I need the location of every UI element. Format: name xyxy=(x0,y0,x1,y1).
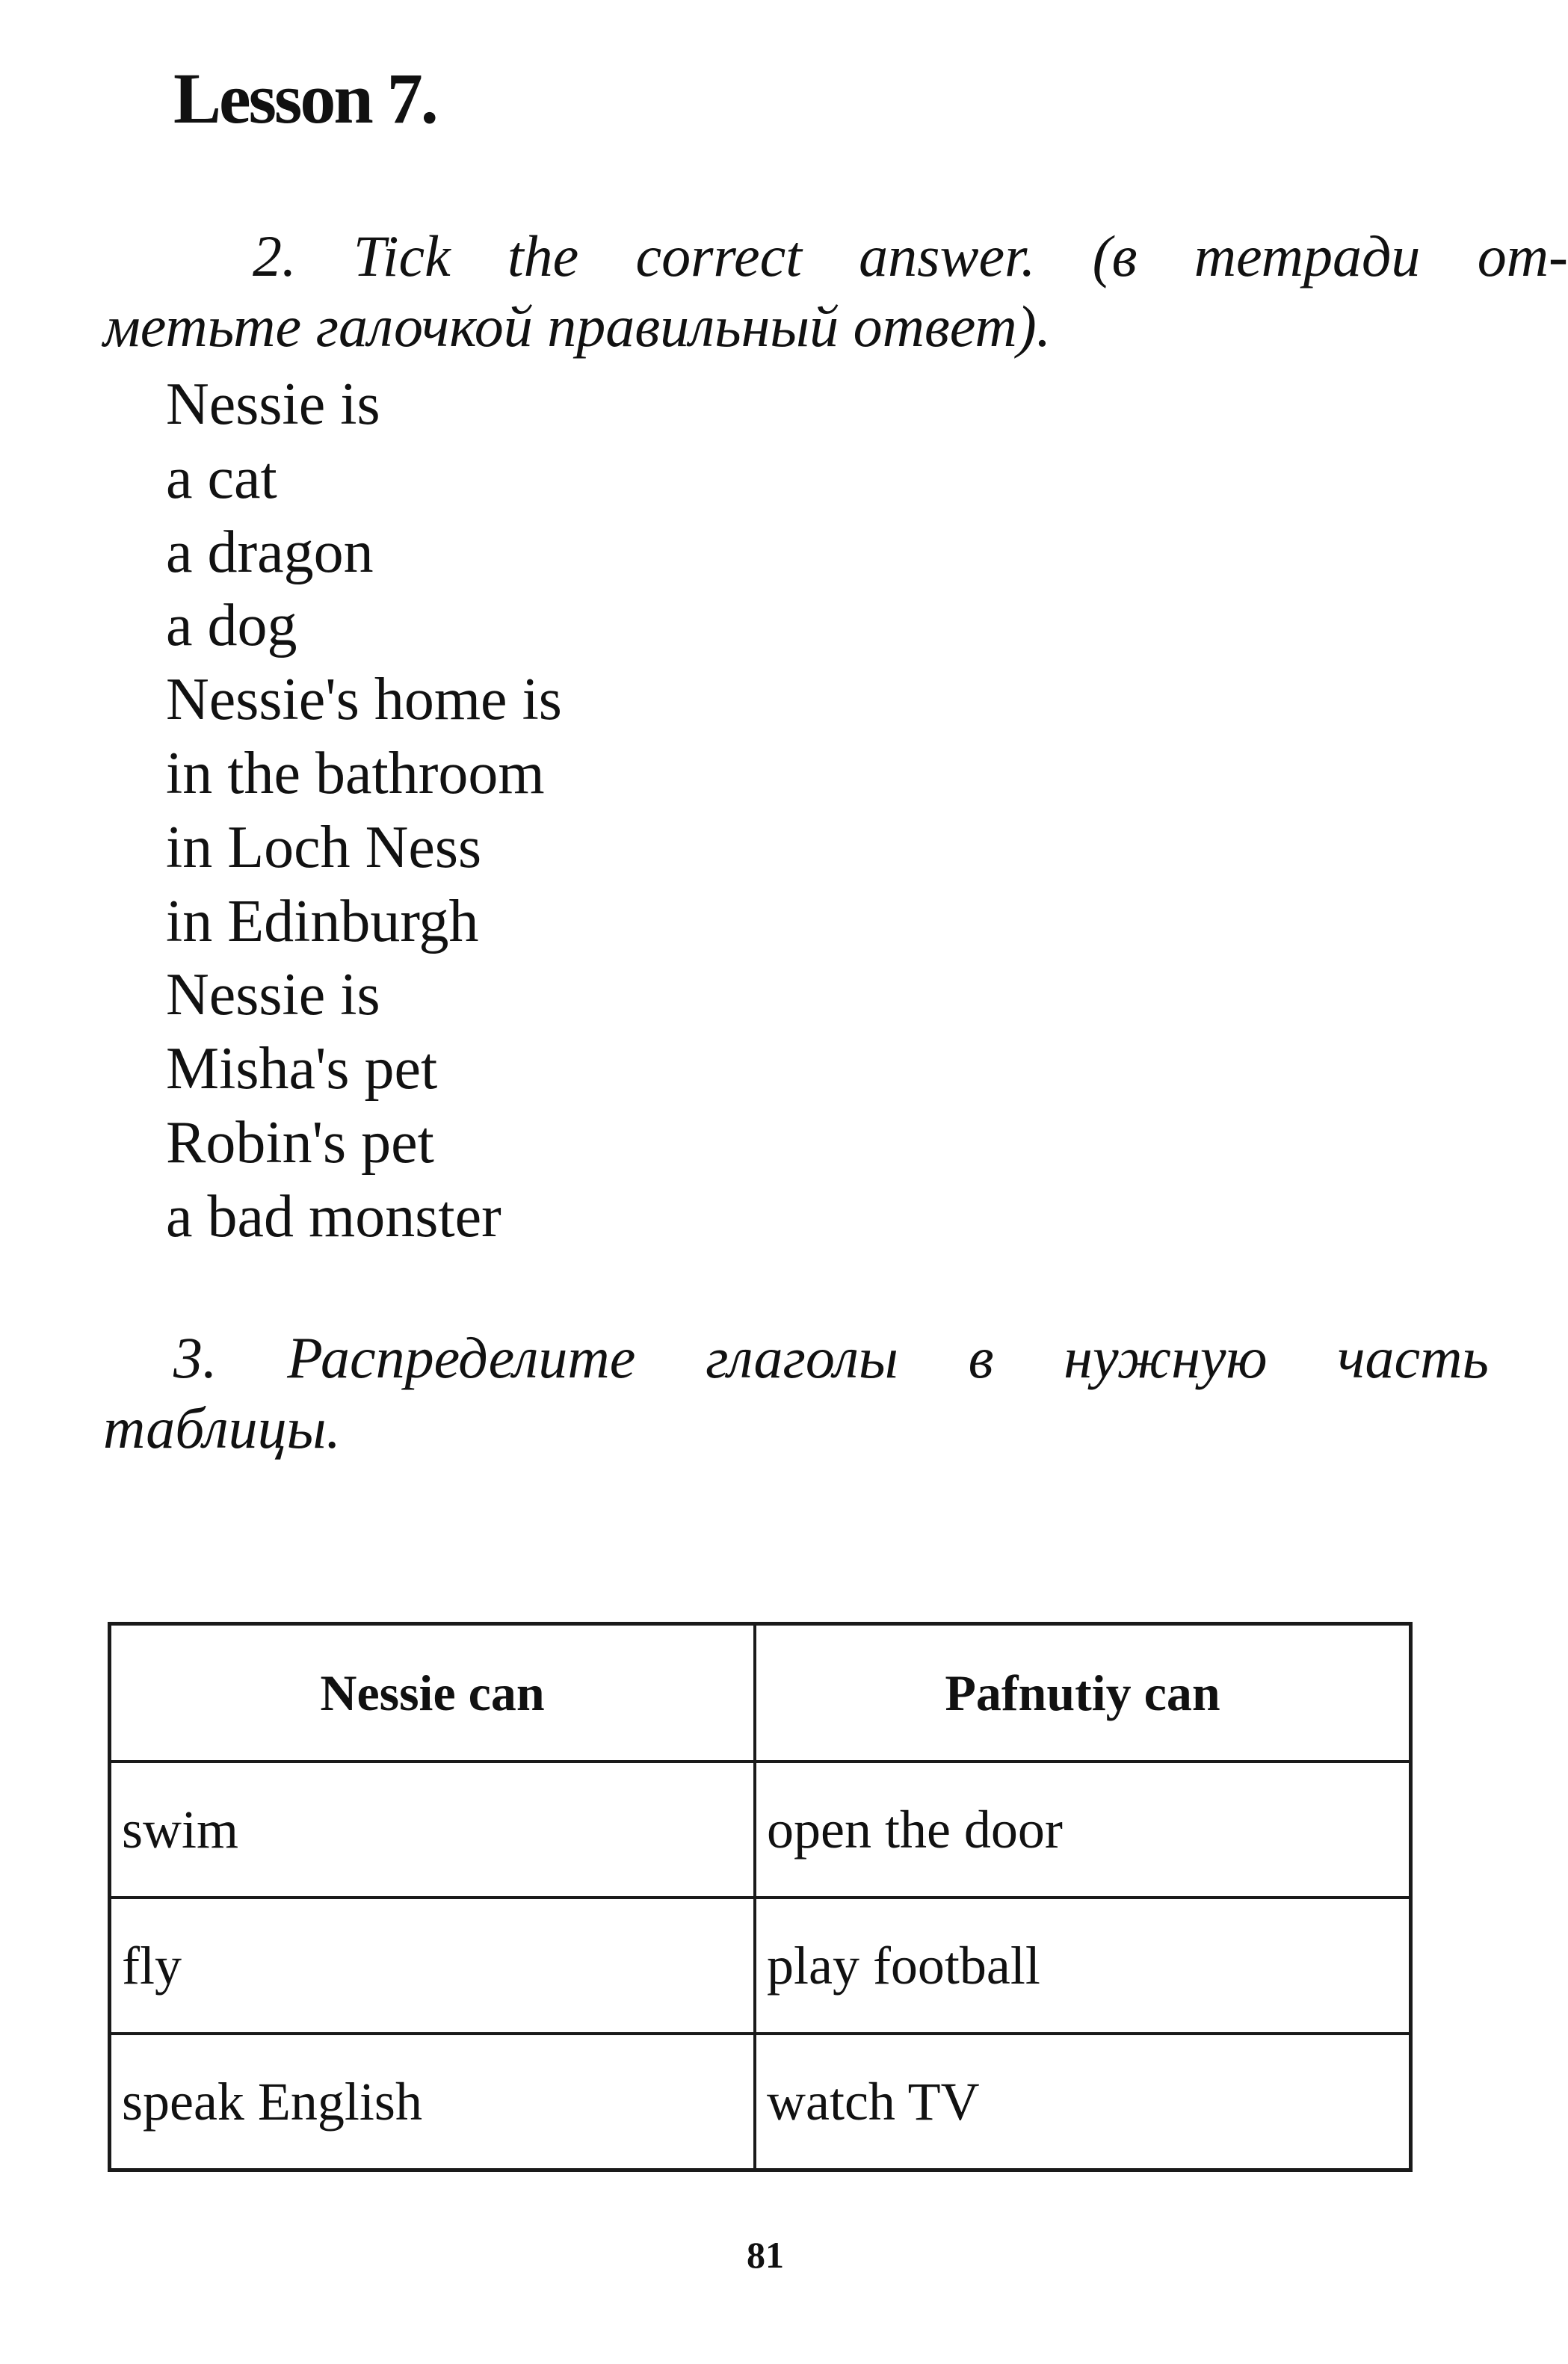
exercise-2-instruction-line-2: метьте галочкой правильный ответ). xyxy=(103,294,1052,359)
page-number: 81 xyxy=(747,2234,784,2276)
instruction-word: глаголы xyxy=(706,1325,898,1390)
table-cell: watch TV xyxy=(755,2034,1411,2170)
exercise-2-instruction-line-1 xyxy=(103,221,1568,291)
lesson-title: Lesson 7. xyxy=(173,58,436,138)
instruction-word: в xyxy=(968,1325,994,1390)
instruction-word: тетради xyxy=(1194,223,1421,288)
table-cell: play football xyxy=(755,1898,1411,2034)
exercise-3-instruction xyxy=(103,1323,1489,1463)
option-item: in the bathroom xyxy=(166,740,545,806)
instruction-word: от- xyxy=(1477,223,1568,288)
exercise-3-instruction-line-2: таблицы. xyxy=(103,1395,341,1460)
option-item: in Loch Ness xyxy=(166,814,482,880)
option-item: a dog xyxy=(166,593,297,659)
instruction-word: (в xyxy=(1092,223,1138,288)
instruction-word: нужную xyxy=(1064,1325,1268,1390)
instruction-word: the xyxy=(507,223,579,288)
option-item: a bad monster xyxy=(166,1183,501,1250)
option-item: a dragon xyxy=(166,519,374,585)
option-item: a cat xyxy=(166,445,277,511)
instruction-word: 3. xyxy=(173,1325,217,1390)
exercise-2-instruction xyxy=(103,221,1568,362)
instruction-word: answer. xyxy=(859,223,1036,288)
option-item: Robin's pet xyxy=(166,1109,434,1176)
instruction-word: Tick xyxy=(353,223,451,288)
instruction-word: correct xyxy=(635,223,802,288)
table-header-row xyxy=(110,1624,1411,1762)
option-item: Nessie's home is xyxy=(166,667,562,733)
option-item: in Edinburgh xyxy=(166,888,479,954)
table-cell: fly xyxy=(110,1898,755,2034)
instruction-word: Распределите xyxy=(287,1325,636,1390)
column-header-nessie: Nessie can xyxy=(110,1624,755,1762)
table-row xyxy=(110,2034,1411,2170)
table-cell: speak English xyxy=(110,2034,755,2170)
instruction-word: часть xyxy=(1337,1325,1489,1390)
exercise-3-instruction-line-1 xyxy=(103,1323,1489,1393)
table-cell: open the door xyxy=(755,1762,1411,1898)
verb-table xyxy=(108,1622,1413,2172)
option-item: Nessie is xyxy=(166,962,380,1028)
column-header-pafnutiy: Pafnutiy can xyxy=(755,1624,1411,1762)
table-row xyxy=(110,1898,1411,2034)
option-item: Nessie is xyxy=(166,371,380,437)
exercise-2-options xyxy=(166,368,562,1254)
table-cell: swim xyxy=(110,1762,755,1898)
table-row xyxy=(110,1762,1411,1898)
option-item: Misha's pet xyxy=(166,1036,438,1102)
instruction-word: 2. xyxy=(253,223,297,288)
